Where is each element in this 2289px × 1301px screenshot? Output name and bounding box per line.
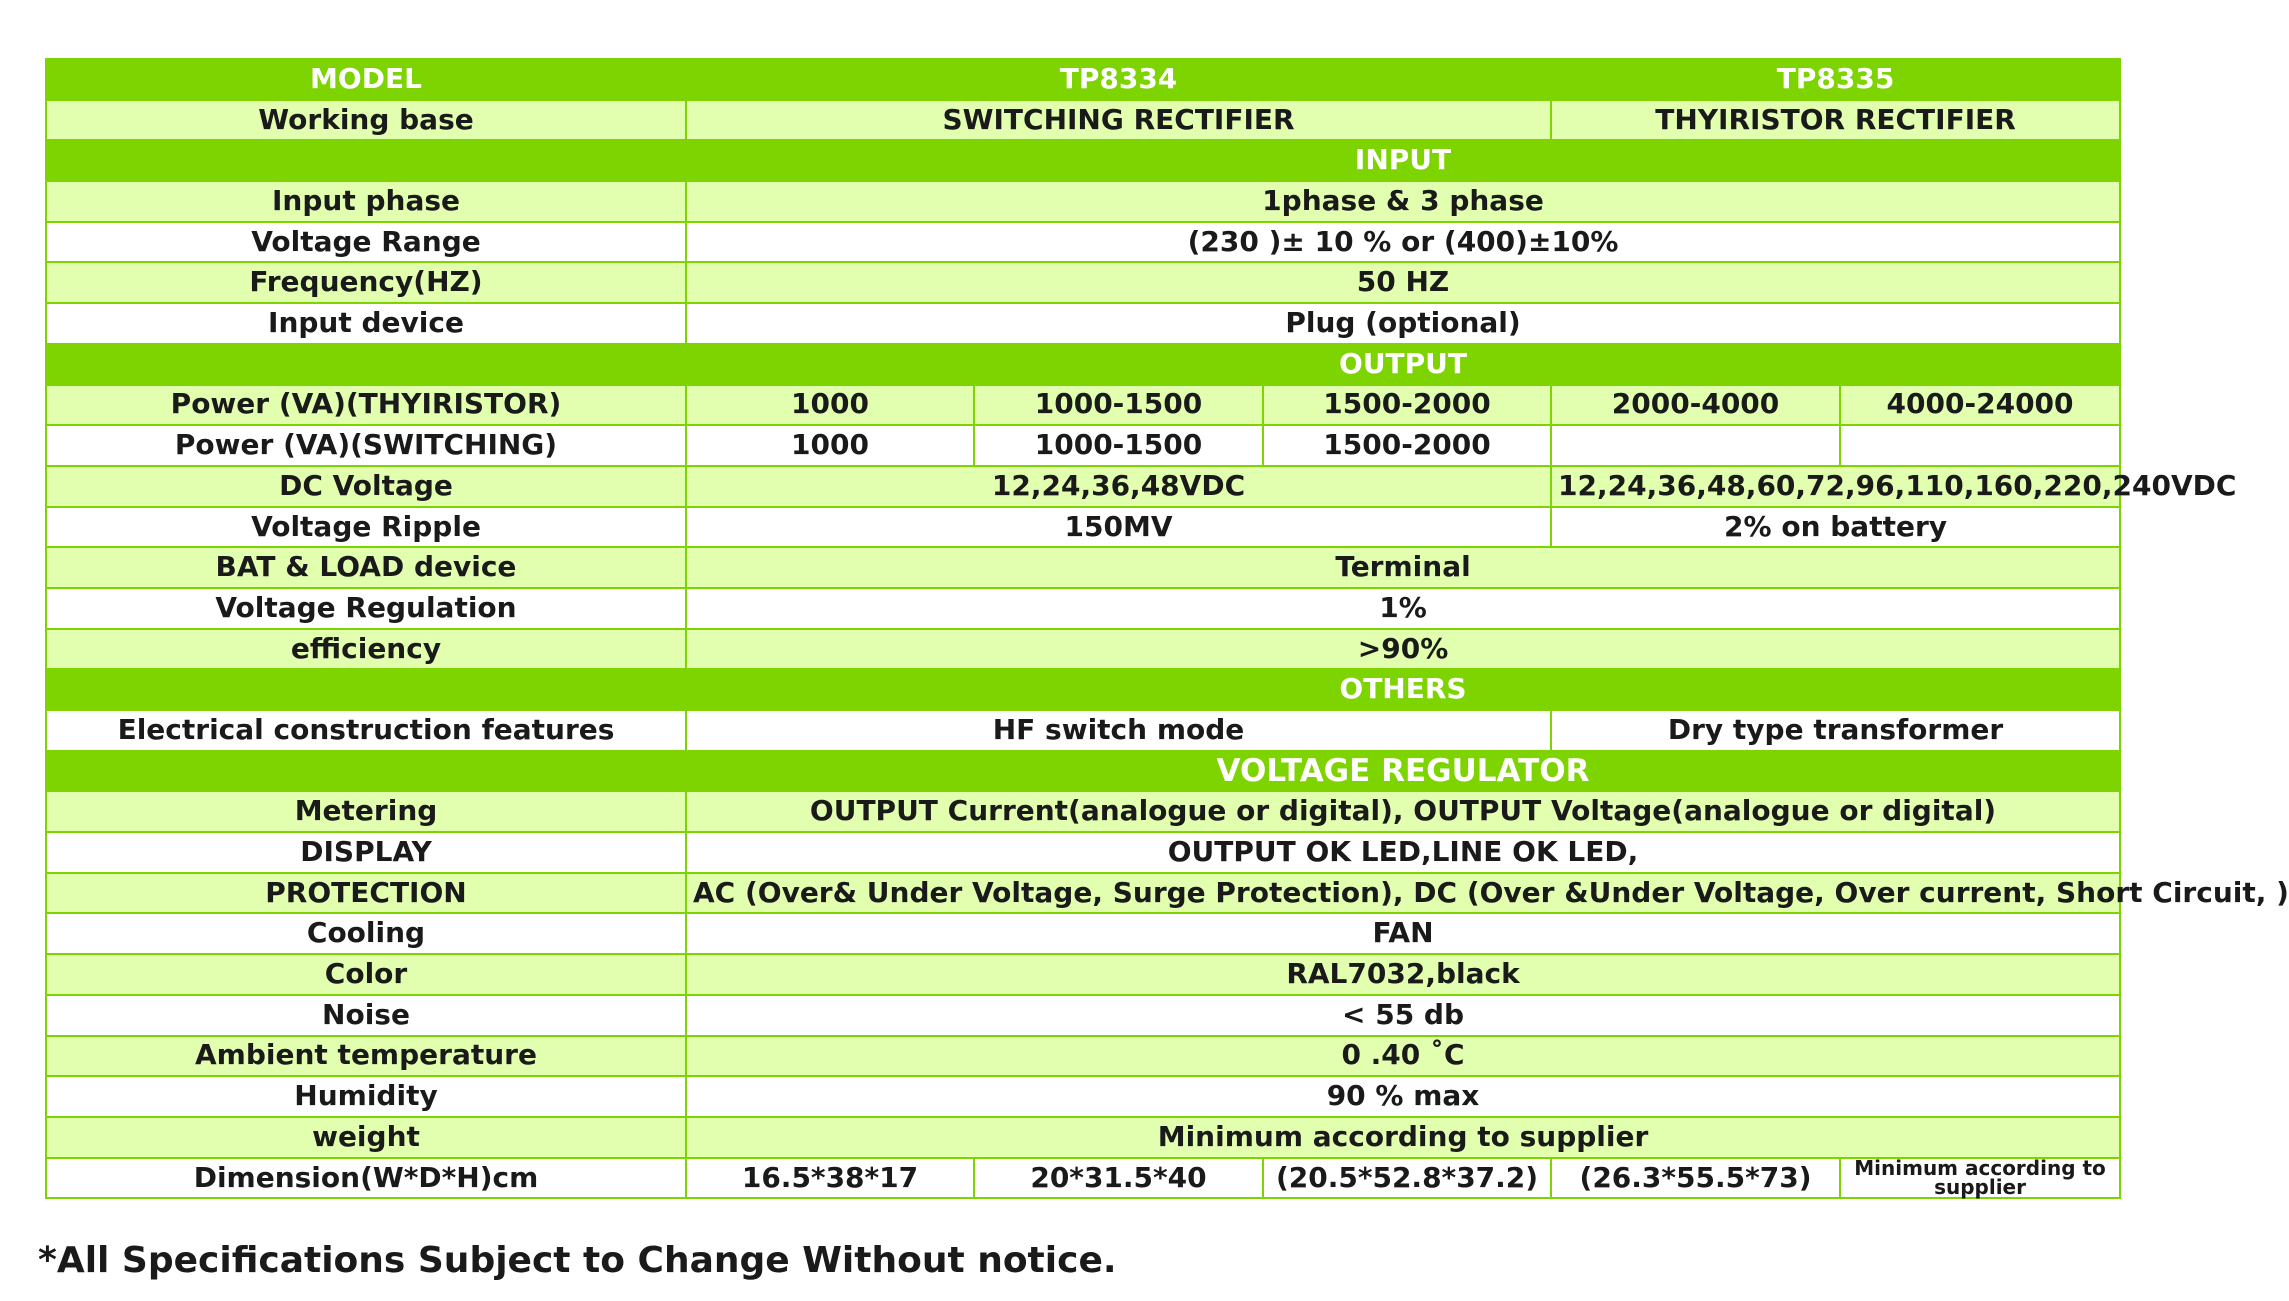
color-row: [46, 954, 2120, 995]
display-label: DISPLAY: [46, 832, 686, 873]
protection-label: PROTECTION: [46, 873, 686, 914]
power-switching-value: 1500-2000: [1263, 425, 1551, 466]
power-thyristor-label: Power (VA)(THYIRISTOR): [46, 385, 686, 426]
weight-label: weight: [46, 1117, 686, 1158]
ambient-label: Ambient temperature: [46, 1036, 686, 1077]
color-label: Color: [46, 954, 686, 995]
dimension-value: 16.5*38*17: [686, 1158, 974, 1199]
construction-tp8334: HF switch mode: [686, 710, 1551, 751]
working-base-tp8335: THYIRISTOR RECTIFIER: [1551, 100, 2120, 141]
power-thyristor-value: 1000-1500: [974, 385, 1263, 426]
voltage-range-label: Voltage Range: [46, 222, 686, 263]
cooling-label: Cooling: [46, 913, 686, 954]
model-header: MODEL: [46, 59, 686, 100]
power-switching-row: [46, 425, 2120, 466]
cooling-row: [46, 913, 2120, 954]
section-output-row: [46, 344, 2120, 385]
ambient-row: [46, 1036, 2120, 1077]
dimension-value: (26.3*55.5*73): [1551, 1158, 1840, 1199]
dc-voltage-tp8334: 12,24,36,48VDC: [686, 466, 1551, 507]
working-base-label: Working base: [46, 100, 686, 141]
voltage-ripple-row: [46, 507, 2120, 548]
protection-row: [46, 873, 2120, 914]
protection-value: AC (Over& Under Voltage, Surge Protection), DC (Over &Under Voltage, Over current, Short Circuit, ): [686, 873, 2120, 914]
working-base-row: [46, 100, 2120, 141]
dimension-row: [46, 1158, 2120, 1199]
section-regulator-row: [46, 751, 2120, 792]
power-switching-value: [1551, 425, 1840, 466]
dimension-value: Minimum according to supplier: [1840, 1158, 2120, 1199]
voltage-regulation-value: 1%: [686, 588, 2120, 629]
voltage-ripple-label: Voltage Ripple: [46, 507, 686, 548]
voltage-ripple-tp8334: 150MV: [686, 507, 1551, 548]
power-switching-value: 1000: [686, 425, 974, 466]
construction-label: Electrical construction features: [46, 710, 686, 751]
tp8334-header: TP8334: [686, 59, 1551, 100]
frequency-label: Frequency(HZ): [46, 262, 686, 303]
metering-row: [46, 791, 2120, 832]
tp8335-header: TP8335: [1551, 59, 2120, 100]
dc-voltage-row: [46, 466, 2120, 507]
header-row: [46, 59, 2120, 100]
input-device-value: Plug (optional): [686, 303, 2120, 344]
power-thyristor-row: [46, 385, 2120, 426]
dimension-label: Dimension(W*D*H)cm: [46, 1158, 686, 1199]
power-thyristor-value: 2000-4000: [1551, 385, 1840, 426]
ambient-value: 0 .40 ˚C: [686, 1036, 2120, 1077]
construction-tp8335: Dry type transformer: [1551, 710, 2120, 751]
power-switching-label: Power (VA)(SWITCHING): [46, 425, 686, 466]
dimension-value: 20*31.5*40: [974, 1158, 1263, 1199]
voltage-range-row: [46, 222, 2120, 263]
dimension-value: (20.5*52.8*37.2): [1263, 1158, 1551, 1199]
power-thyristor-value: 4000-24000: [1840, 385, 2120, 426]
section-others-row: [46, 669, 2120, 710]
dc-voltage-label: DC Voltage: [46, 466, 686, 507]
humidity-row: [46, 1076, 2120, 1117]
section-input-title: INPUT: [686, 140, 2120, 181]
bat-load-value: Terminal: [686, 547, 2120, 588]
color-value: RAL7032,black: [686, 954, 2120, 995]
voltage-regulation-row: [46, 588, 2120, 629]
noise-value: < 55 db: [686, 995, 2120, 1036]
efficiency-value: >90%: [686, 629, 2120, 670]
efficiency-label: efficiency: [46, 629, 686, 670]
voltage-range-value: (230 )± 10 % or (400)±10%: [686, 222, 2120, 263]
frequency-row: [46, 262, 2120, 303]
noise-row: [46, 995, 2120, 1036]
specification-table: [45, 58, 2289, 1199]
frequency-value: 50 HZ: [686, 262, 2120, 303]
voltage-ripple-tp8335: 2% on battery: [1551, 507, 2120, 548]
bat-load-row: [46, 547, 2120, 588]
weight-row: [46, 1117, 2120, 1158]
display-row: [46, 832, 2120, 873]
noise-label: Noise: [46, 995, 686, 1036]
footnote: *All Specifications Subject to Change Without notice.: [38, 1240, 1117, 1281]
display-value: OUTPUT OK LED,LINE OK LED,: [686, 832, 2120, 873]
metering-label: Metering: [46, 791, 686, 832]
cooling-value: FAN: [686, 913, 2120, 954]
weight-value: Minimum according to supplier: [686, 1117, 2120, 1158]
input-phase-value: 1phase & 3 phase: [686, 181, 2120, 222]
power-switching-value: [1840, 425, 2120, 466]
construction-row: [46, 710, 2120, 751]
voltage-regulation-label: Voltage Regulation: [46, 588, 686, 629]
humidity-label: Humidity: [46, 1076, 686, 1117]
working-base-tp8334: SWITCHING RECTIFIER: [686, 100, 1551, 141]
section-output-title: OUTPUT: [686, 344, 2120, 385]
power-switching-value: 1000-1500: [974, 425, 1263, 466]
dc-voltage-tp8335: 12,24,36,48,60,72,96,110,160,220,240VDC: [1551, 466, 2120, 507]
bat-load-label: BAT & LOAD device: [46, 547, 686, 588]
section-others-title: OTHERS: [686, 669, 2120, 710]
input-device-row: [46, 303, 2120, 344]
section-regulator-title: VOLTAGE REGULATOR: [686, 751, 2120, 792]
efficiency-row: [46, 629, 2120, 670]
metering-value: OUTPUT Current(analogue or digital), OUTPUT Voltage(analogue or digital): [686, 791, 2120, 832]
input-phase-row: [46, 181, 2120, 222]
input-phase-label: Input phase: [46, 181, 686, 222]
section-input-row: [46, 140, 2120, 181]
power-thyristor-value: 1000: [686, 385, 974, 426]
humidity-value: 90 % max: [686, 1076, 2120, 1117]
input-device-label: Input device: [46, 303, 686, 344]
power-thyristor-value: 1500-2000: [1263, 385, 1551, 426]
